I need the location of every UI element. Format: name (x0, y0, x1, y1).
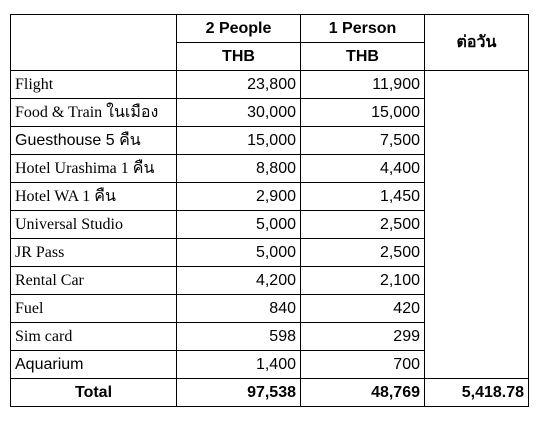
item-1-person: 2,500 (301, 239, 425, 267)
item-2-people: 1,400 (177, 351, 301, 379)
item-1-person: 299 (301, 323, 425, 351)
total-2-people: 97,538 (177, 379, 301, 407)
item-2-people: 598 (177, 323, 301, 351)
header-2-people-unit: THB (177, 43, 301, 71)
item-1-person: 11,900 (301, 71, 425, 99)
total-row (11, 379, 529, 407)
item-label: Flight (11, 71, 177, 99)
item-1-person: 2,100 (301, 267, 425, 295)
item-label: Sim card (11, 323, 177, 351)
table-row (11, 71, 529, 99)
item-2-people: 30,000 (177, 99, 301, 127)
item-1-person: 1,450 (301, 183, 425, 211)
item-1-person: 2,500 (301, 211, 425, 239)
item-2-people: 23,800 (177, 71, 301, 99)
item-label: Hotel WA 1 คืน (11, 183, 177, 211)
item-label: Rental Car (11, 267, 177, 295)
header-per-day: ต่อวัน (425, 15, 529, 71)
item-1-person: 700 (301, 351, 425, 379)
item-1-person: 420 (301, 295, 425, 323)
item-1-person: 4,400 (301, 155, 425, 183)
item-2-people: 8,800 (177, 155, 301, 183)
item-1-person: 7,500 (301, 127, 425, 155)
item-label: Guesthouse 5 คืน (11, 127, 177, 155)
header-row-top (11, 15, 529, 43)
item-2-people: 5,000 (177, 239, 301, 267)
item-1-person: 15,000 (301, 99, 425, 127)
header-2-people: 2 People (177, 15, 301, 43)
item-2-people: 4,200 (177, 267, 301, 295)
item-label: Hotel Urashima 1 คืน (11, 155, 177, 183)
item-2-people: 2,900 (177, 183, 301, 211)
item-2-people: 15,000 (177, 127, 301, 155)
item-label: JR Pass (11, 239, 177, 267)
per-day-empty-cell (425, 71, 529, 379)
header-1-person-unit: THB (301, 43, 425, 71)
item-label: Universal Studio (11, 211, 177, 239)
header-1-person: 1 Person (301, 15, 425, 43)
total-1-person: 48,769 (301, 379, 425, 407)
item-label: Fuel (11, 295, 177, 323)
budget-table (10, 14, 529, 407)
header-blank-cell (11, 15, 177, 71)
item-2-people: 5,000 (177, 211, 301, 239)
item-2-people: 840 (177, 295, 301, 323)
total-per-day: 5,418.78 (425, 379, 529, 407)
item-label: Aquarium (11, 351, 177, 379)
total-label: Total (11, 379, 177, 407)
item-label: Food & Train ในเมือง (11, 99, 177, 127)
